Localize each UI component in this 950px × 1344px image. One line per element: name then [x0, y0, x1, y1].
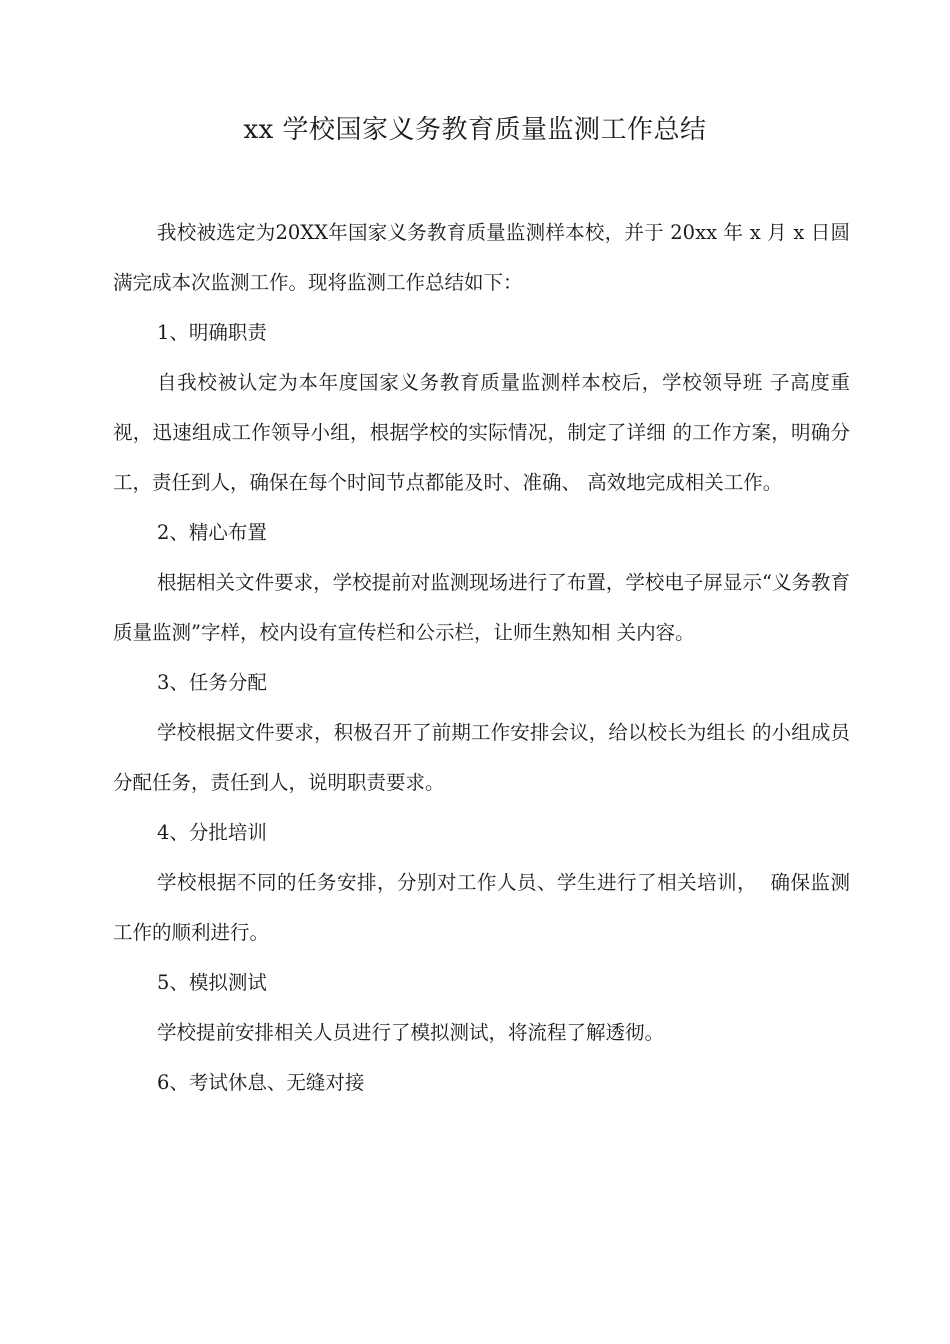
document-title: xx 学校国家义务教育质量监测工作总结 — [243, 115, 707, 145]
section-paragraph-2: 根据相关文件要求，学校提前对监测现场进行了布置，学校电子屏显示“义务教育质量监测”字样，校内设有宣传栏和公示栏，让师生熟知相 关内容。 — [113, 571, 850, 644]
section-paragraph-1: 自我校被认定为本年度国家义务教育质量监测样本校后，学校领导班 子高度重视，迅速组成工作领导小组，根据学校的实际情况，制定了详细 的工作方案，明确分工，责任到人，确保在每个时间节点都能及时、准确、 高效地完成相关工作。 — [113, 371, 850, 494]
section-paragraph-4: 学校根据不同的任务安排，分别对工作人员、学生进行了相关培训， 确保监测工作的顺利进行。 — [113, 871, 850, 944]
section-heading-3: 3、任务分配 — [157, 671, 267, 694]
section-paragraph-3: 学校根据文件要求，积极召开了前期工作安排会议，给以校长为组长 的小组成员分配任务，责任到人，说明职责要求。 — [113, 721, 850, 794]
document-body — [113, 208, 850, 1108]
section-heading-5: 5、模拟测试 — [157, 971, 267, 994]
section-heading-2: 2、精心布置 — [157, 521, 267, 544]
section-heading-1: 1、明确职责 — [157, 321, 267, 344]
section-heading-4: 4、分批培训 — [157, 821, 267, 844]
section-paragraph-5: 学校提前安排相关人员进行了模拟测试，将流程了解透彻。 — [157, 1021, 665, 1044]
intro-paragraph: 我校被选定为20XX年国家义务教育质量监测样本校，并于 20xx 年 x 月 x 日圆满完成本次监测工作。现将监测工作总结如下： — [113, 221, 850, 294]
section-heading-6: 6、考试休息、无缝对接 — [157, 1071, 365, 1094]
